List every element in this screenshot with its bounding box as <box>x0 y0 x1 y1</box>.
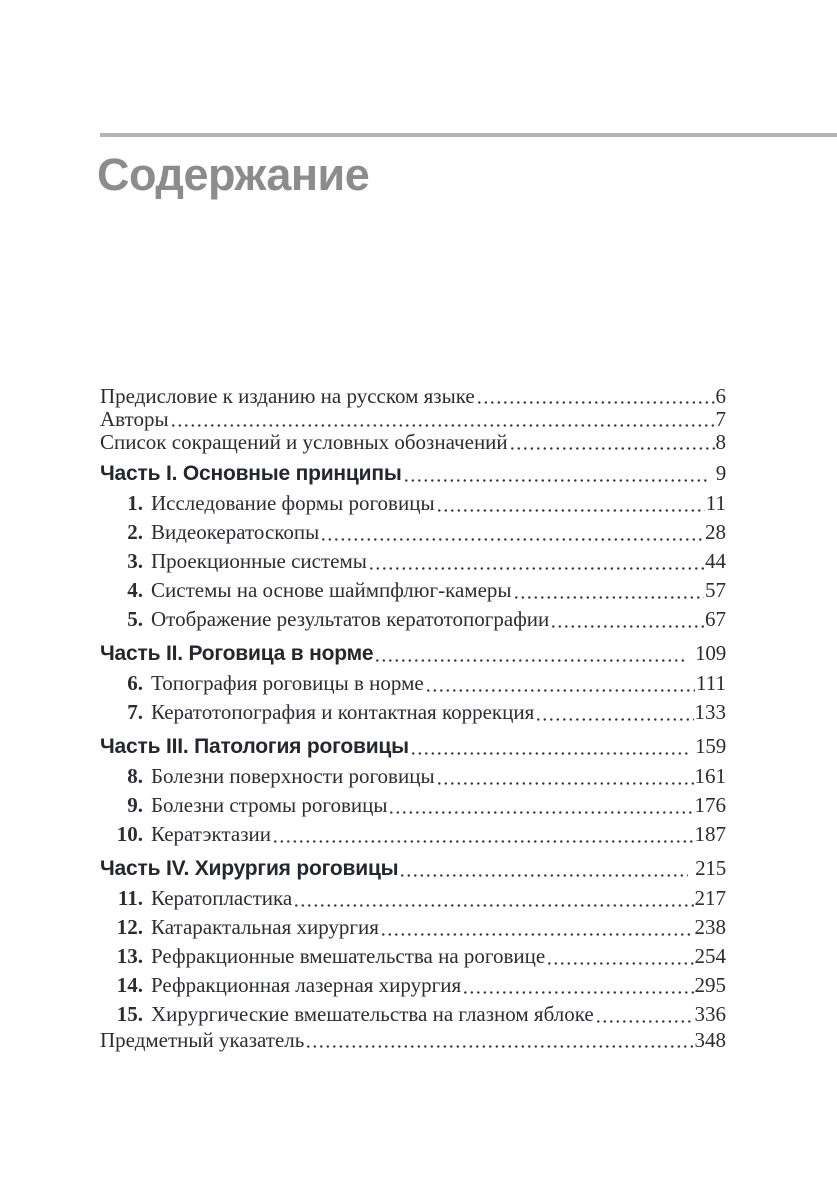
toc-entry-page: 161 <box>694 764 726 788</box>
toc-entry <box>100 385 726 408</box>
toc-entry <box>100 605 726 634</box>
toc-chapter-number: 14. <box>116 973 143 997</box>
toc-chapter-number: 8. <box>127 764 143 788</box>
dot-leader <box>390 811 693 814</box>
dot-leader <box>376 659 688 662</box>
toc-entry <box>100 698 726 727</box>
toc-entry-page: 7 <box>715 407 726 431</box>
toc-entry <box>100 669 726 698</box>
dot-leader <box>370 567 704 570</box>
toc-entry <box>100 1000 726 1029</box>
toc-chapter-number: 5. <box>127 607 143 631</box>
toc-entry <box>100 408 726 431</box>
dot-leader <box>274 840 694 843</box>
toc-entry-page: 336 <box>694 1002 726 1026</box>
toc-entry-label: Рефракционная лазерная хирургия <box>151 973 462 997</box>
toc-chapter-number: 2. <box>127 520 143 544</box>
dot-leader <box>427 689 695 692</box>
toc-entry-page: 6 <box>715 384 726 408</box>
toc-entry <box>100 820 726 849</box>
toc-entry-label: Отображение результатов кератотопографии <box>151 607 550 631</box>
toc-entry-label: Видеокератоскопы <box>151 520 320 544</box>
toc-part-heading <box>100 853 726 884</box>
toc-entry-label: Список сокращений и условных обозначений <box>100 430 508 454</box>
toc-part-page: 9 <box>715 461 726 485</box>
toc-entry-label: Хирургические вмешательства на глазном яблоке <box>151 1002 594 1026</box>
dot-leader <box>438 509 705 512</box>
toc-entry <box>100 518 726 547</box>
toc-entry-page: 11 <box>705 491 726 515</box>
toc-entry-page: 295 <box>694 973 726 997</box>
toc-entry-page: 133 <box>694 700 726 724</box>
toc-chapter-number: 12. <box>116 915 143 939</box>
toc-entry <box>100 971 726 1000</box>
toc-entry <box>100 913 726 942</box>
toc-entry-page: 44 <box>705 549 726 573</box>
toc-entry-page: 238 <box>694 915 726 939</box>
toc-entry <box>100 762 726 791</box>
toc-part-label: Часть IV. Хирургия роговицы <box>100 857 399 880</box>
dot-leader <box>307 1045 693 1048</box>
toc-entry-page: 176 <box>694 793 726 817</box>
dot-leader <box>412 752 688 755</box>
toc-chapter-number: 13. <box>116 944 143 968</box>
dot-leader <box>322 538 704 541</box>
toc-entry-label: Авторы <box>100 407 169 431</box>
toc-chapter-number: 4. <box>127 578 143 602</box>
dot-leader <box>464 991 693 994</box>
dot-leader <box>597 1020 694 1023</box>
page-title: Содержание <box>97 149 370 200</box>
toc-entry-label: Болезни стромы роговицы <box>151 793 388 817</box>
toc-entry-label: Исследование формы роговицы <box>151 491 435 515</box>
toc-entry-label: Катарактальная хирургия <box>151 915 379 939</box>
toc-entry <box>100 547 726 576</box>
toc-part-page: 109 <box>695 641 726 665</box>
toc-entry-label: Кератэктазии <box>151 822 271 846</box>
toc-part-heading <box>100 731 726 762</box>
toc-list <box>100 385 726 1052</box>
toc-chapter-number: 10. <box>116 822 143 846</box>
toc-entry-label: Кератопластика <box>151 886 293 910</box>
toc-entry <box>100 489 726 518</box>
toc-chapter-number: 11. <box>117 886 143 910</box>
toc-entry-label: Топография роговицы в норме <box>151 671 424 695</box>
toc-part-label: Часть III. Патология роговицы <box>100 735 409 758</box>
toc-part-page: 159 <box>695 734 726 758</box>
dot-leader <box>515 596 704 599</box>
toc-chapter-number: 1. <box>127 491 143 515</box>
toc-entry <box>100 884 726 913</box>
toc-part-heading <box>100 458 726 489</box>
dot-leader <box>438 782 694 785</box>
toc-part-label: Часть II. Роговица в норме <box>100 642 374 665</box>
dot-leader <box>552 625 704 628</box>
dot-leader <box>382 933 694 936</box>
toc-entry-page: 187 <box>694 822 726 846</box>
dot-leader <box>401 874 688 877</box>
toc-entry-page: 57 <box>705 578 726 602</box>
toc-entry-label: Системы на основе шаймпфлюг-камеры <box>151 578 512 602</box>
dot-leader <box>478 401 715 404</box>
toc-entry-label: Болезни поверхности роговицы <box>151 764 435 788</box>
toc-entry-page: 8 <box>715 430 726 454</box>
toc-part-label: Часть I. Основные принципы <box>100 462 402 485</box>
dot-leader <box>172 424 715 427</box>
toc-entry-page: 217 <box>694 886 726 910</box>
toc-chapter-number: 6. <box>127 671 143 695</box>
toc-entry-label: Рефракционные вмешательства на роговице <box>151 944 546 968</box>
toc-entry-label: Предметный указатель <box>100 1028 305 1052</box>
toc-entry-label: Кератотопография и контактная коррекция <box>151 700 535 724</box>
toc-chapter-number: 7. <box>127 700 143 724</box>
toc-entry-page: 254 <box>694 944 726 968</box>
toc-entry <box>100 942 726 971</box>
toc-part-page: 215 <box>695 856 726 880</box>
toc-part-heading <box>100 638 726 669</box>
title-divider-rule <box>100 133 837 137</box>
dot-leader <box>548 962 693 965</box>
toc-entry-label: Проекционные системы <box>151 549 367 573</box>
toc-chapter-number: 15. <box>116 1002 143 1026</box>
toc-chapter-number: 9. <box>127 793 143 817</box>
dot-leader <box>405 479 709 482</box>
toc-entry-label: Предисловие к изданию на русском языке <box>100 384 475 408</box>
toc-entry-page: 111 <box>696 671 726 695</box>
toc-entry-page: 348 <box>694 1028 726 1052</box>
toc-chapter-number: 3. <box>127 549 143 573</box>
toc-entry-page: 67 <box>705 607 726 631</box>
toc-entry <box>100 791 726 820</box>
toc-entry-page: 28 <box>705 520 726 544</box>
toc-entry <box>100 1029 726 1052</box>
dot-leader <box>511 447 715 450</box>
toc-entry <box>100 576 726 605</box>
toc-entry <box>100 431 726 454</box>
dot-leader <box>537 718 693 721</box>
dot-leader <box>295 904 693 907</box>
